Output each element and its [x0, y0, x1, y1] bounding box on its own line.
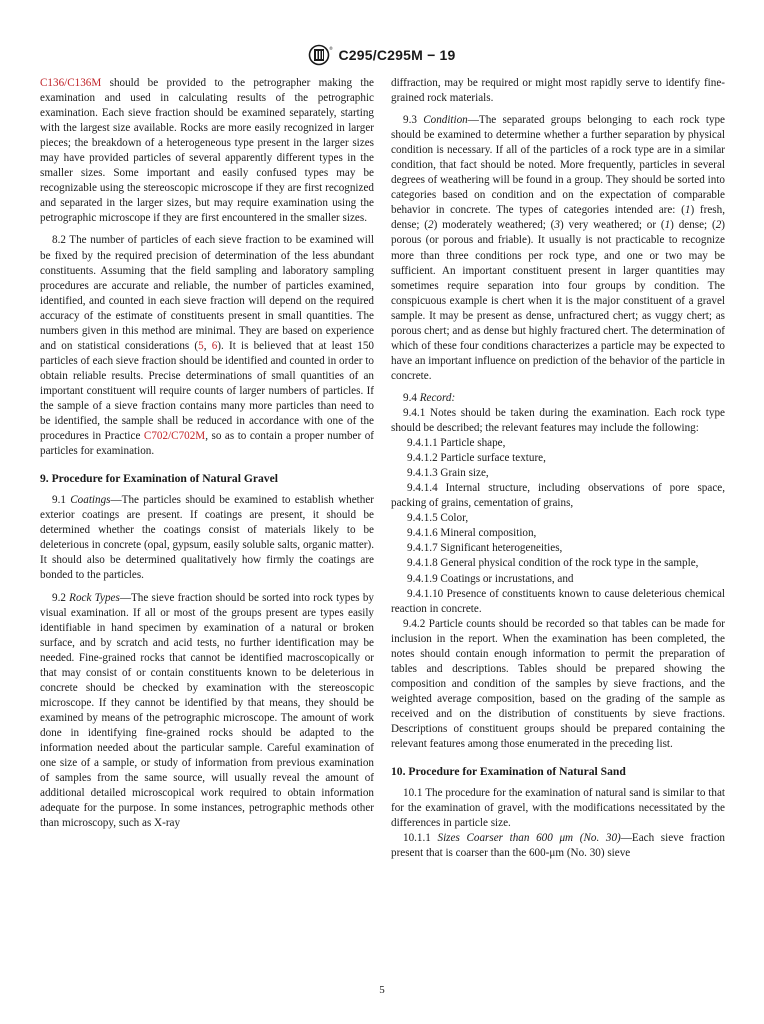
list-item: 9.4.1.8 General physical condition of the rock type in the sample,: [407, 557, 699, 570]
list-numeral: 2: [427, 219, 434, 232]
clause-number: 9.3: [403, 114, 424, 127]
clause-number: 10.1.1: [403, 832, 438, 845]
list-item: 9.4.1.10 Presence of constituents known to cause deleterious chemical reaction in concrete.: [391, 587, 725, 615]
reference-link-c702[interactable]: C702/C702M: [143, 430, 206, 443]
section-heading-10: 10. Procedure for Examination of Natural Sand: [391, 765, 626, 779]
list-item: 9.4.1.5 Color,: [407, 512, 469, 525]
clause-title: Condition: [423, 114, 468, 127]
left-column: [40, 76, 374, 831]
paragraph-text: ). It is believed that at least 150 particles of each sieve fraction should be identified and counted in order to obtain reliable results. Precise determinations of small quantities of an important constituent will require counts of larger numbers of particles. If the sample of a sieve fraction contains many more particles than need to be identified, the sample shall be reduced in accordance with one of the procedures in Practice: [40, 339, 374, 443]
paragraph-text: ) dense; (: [670, 219, 716, 232]
paragraph-sieve-intro: [40, 76, 374, 226]
svg-text:®: ®: [329, 46, 334, 51]
reference-link-c136[interactable]: C136/C136M: [40, 77, 102, 89]
paragraph-text: ) moderately weathered; (: [433, 219, 555, 232]
paragraph-9-2: [40, 591, 374, 832]
paragraph-text: should be provided to the petrographer making the examination and used in calculating results of the petrographic examination. Each sieve fraction should be examined separately, starting with the largest size available. Rocks are more easily recognized in larger pieces; the breakdown of a heterogeneous type present in the larger sizes may have provided particles of several apparently different types in the smaller sizes. Some important and easily confused types may be recognizable using the stereoscopic microscope if they are first recognized and separated in the larger sizes, but may require examination using the petrographic microscope if they are first encountered in the smaller sizes.: [40, 77, 374, 225]
clause-title: Record:: [419, 391, 456, 404]
page-number: 5: [379, 984, 385, 996]
list-item: 9.4.1.6 Mineral composition,: [407, 527, 537, 540]
page-header: [0, 42, 764, 68]
paragraph-9-4-2: 9.4.2 Particle counts should be recorded so that tables can be made for inclusion in the report. When the examination has been completed, the notes should contain enough information to permit the preparation of tables and descriptions. Tables should be prepared showing the composition and condition of the samples by sieve fractions, and the weighted average composition, based on the grading of the sample as received and on the distribution of constituents by sieve fractions. Descriptions of constituent groups should be prepared containing the relevant features among those enumerated in the preceding list.: [391, 617, 725, 751]
clause-number: 9.4: [403, 391, 420, 404]
astm-logo-icon: [308, 44, 332, 66]
right-column: [391, 76, 725, 861]
list-numeral: 3: [554, 219, 560, 232]
list-item: 9.4.1.4 Internal structure, including observations of pore space, packing of grains, cementation of grains,: [391, 482, 725, 510]
list-item: 9.4.1.7 Significant heterogeneities,: [407, 542, 563, 555]
list-numeral: 1: [684, 204, 691, 217]
paragraph-continued: diffraction, may be required or might most rapidly serve to identify fine-grained rock materials.: [391, 77, 725, 105]
paragraph-9-4-1: 9.4.1 Notes should be taken during the examination. Each rock type should be described; the relevant features may include the following:: [391, 406, 725, 435]
clause-title: Rock Types: [69, 591, 120, 604]
list-numeral: 1: [664, 219, 671, 232]
clause-number: 9.1: [52, 494, 71, 507]
list-item: 9.4.1.1 Particle shape,: [407, 437, 506, 450]
separator: ,: [203, 339, 212, 352]
citation-link-5[interactable]: 5: [198, 339, 204, 352]
paragraph-text: —Each sieve fraction present that is coarser than the 600-μm (No. 30) sieve: [391, 832, 725, 860]
list-item: 9.4.1.9 Coatings or incrustations, and: [407, 572, 574, 585]
paragraph-text: , so as to contain a proper number of particles for examination.: [40, 430, 374, 458]
clause-number: 9.2: [52, 591, 70, 604]
paragraph-9-4: [391, 391, 725, 406]
paragraph-text: ) porous (or porous and friable). It usually is not practicable to recognize more than three conditions per rock type, and one or two may be sufficient. An important constituent present in larger quantities may sometimes require separation into four groups by condition. The conspicuous example is chert when it is the major constituent of a gravel sample. It may be present as dense, unfractured chert; as vuggy chert; as porous chert; and as dense but highly fractured chert. The determination of which of these four conditions characterizes a particle may be expected to have an important influence on prediction of the behavior of the particle in concrete.: [391, 219, 725, 382]
list-numeral: 2: [715, 219, 722, 232]
standard-designation: C295/C295M − 19: [338, 47, 456, 63]
paragraph-9-1: [40, 493, 374, 583]
list-item: 9.4.1.2 Particle surface texture,: [407, 452, 546, 465]
paragraph-text: ) fresh, dense; (: [391, 204, 725, 232]
clause-title: Sizes Coarser than 600 μm (No. 30): [437, 832, 621, 845]
paragraph-text: —The particles should be examined to establish whether exterior coatings are present. If coatings are present, it should be determined whether the coatings consist of materials likely to be deleterious in concrete (opal, gypsum, easily soluble salts, organic matter). It should also be determined qualitatively how firmly the coatings are bonded to the particles.: [40, 494, 374, 582]
paragraph-9-3: [391, 113, 725, 384]
paragraph-text: —The separated groups belonging to each rock type should be examined to determine whether a further separation by physical condition is necessary. If all of the particles of a rock type are in a similar condition, that fact should be noted. More frequently, particles in several degrees of weathering will be found in a group. They should be sorted into categories based on condition and on the expectation of comparable behavior in concrete. The types of categories intended are: (: [391, 114, 725, 217]
clause-title: Coatings: [70, 494, 111, 507]
paragraph-10-1-1: [391, 831, 725, 861]
paragraph-text: —The sieve fraction should be sorted into rock types by visual examination. If all or most of the groups present are types easily identifiable in hand specimen by examination of a natural or broken surface, and by scratch and acid tests, no further identification may be needed. Fine-grained rocks that cannot be identified macroscopically or that may consist of or contain constituents known to be deleterious in concrete should be checked by examination with the stereoscopic microscope. If they cannot be identified by that means, they should be examined by means of the petrographic microscope. The amount of work done in identifying fine-grained rocks should be adapted to the information needed about the particular sample. Careful examination of one size of a sample, or study of information from previous examination of samples from the same source, will usually reveal the amount of additional detailed microscopical work required to obtain information adequate for the purpose. In some instances, petrographic methods other than microscopy, such as X-ray: [40, 591, 375, 830]
paragraph-10-1: 10.1 The procedure for the examination of natural sand is similar to that for the examination of gravel, with the modifications necessitated by the differences in particle size.: [391, 787, 725, 830]
paragraph-text: 8.2 The number of particles of each sieve fraction to be examined will be fixed by the required precision of determination of the less abundant constituents. Assuming that the field sampling and laboratory sampling procedures are accurate and reliable, the number of particles examined, identified, and counted in each sieve fraction will depend on the required accuracy of the estimate of constituents present in small quantities. The numbers given in this method are minimal. They are based on experience and on statistical considerations (: [40, 234, 374, 352]
paragraph-text: ) very weathered; or (: [559, 219, 665, 232]
citation-link-6[interactable]: 6: [211, 339, 218, 352]
paragraph-8-2: [40, 233, 374, 459]
list-item: 9.4.1.3 Grain size,: [407, 467, 489, 480]
section-heading-9: 9. Procedure for Examination of Natural Gravel: [40, 472, 278, 486]
